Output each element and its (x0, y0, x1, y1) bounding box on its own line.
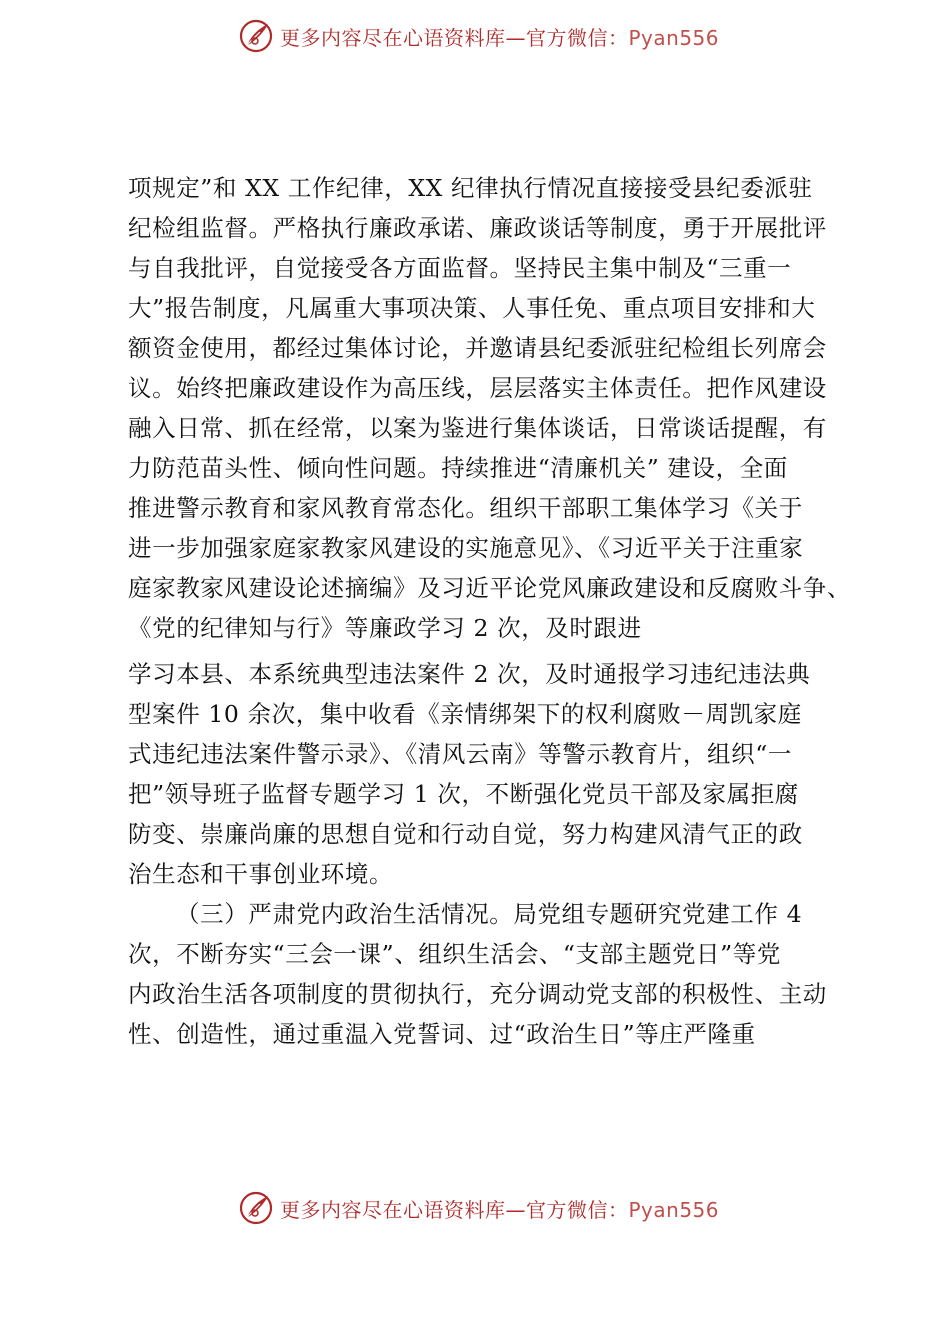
body-line: 项规定”和 XX 工作纪律，XX 纪律执行情况直接接受县纪委派驻 (128, 174, 813, 202)
body-line: 次，不断夯实“三会一课”、组织生活会、“支部主题党日”等党 (128, 940, 781, 968)
body-line: 把”领导班子监督专题学习 1 次，不断强化党员干部及家属拒腐 (128, 780, 799, 808)
header-banner-text (280, 22, 719, 51)
body-line: 型案件 10 余次，集中收看《亲情绑架下的权利腐败－周凯家庭 (128, 700, 802, 728)
body-line: 进一步加强家庭家教家风建设的实施意见》、《习近平关于注重家 (128, 534, 804, 562)
body-line: 纪检组监督。严格执行廉政承诺、廉政谈话等制度，勇于开展批评 (128, 214, 827, 242)
body-line: 力防范苗头性、倾向性问题。持续推进“清廉机关” 建设，全面 (128, 454, 788, 482)
body-line: 额资金使用，都经过集体讨论，并邀请县纪委派驻纪检组长列席会 (128, 334, 827, 362)
body-line: 性、创造性，通过重温入党誓词、过“政治生日”等庄严隆重 (128, 1020, 756, 1048)
body-line: 防变、崇廉尚廉的思想自觉和行动自觉，努力构建风清气正的政 (128, 820, 803, 848)
section-heading-line: （三）严肃党内政治生活情况。局党组专题研究党建工作 4 (176, 900, 803, 928)
body-line: 内政治生活各项制度的贯彻执行，充分调动党支部的积极性、主动 (128, 980, 827, 1008)
feather-pen-logo-icon (238, 18, 274, 54)
body-line: 大”报告制度，凡属重大事项决策、人事任免、重点项目安排和大 (128, 294, 816, 322)
footer-wechat-id: Pyan556 (628, 1197, 720, 1222)
body-line: 学习本县、本系统典型违法案件 2 次，及时通报学习违纪违法典 (128, 660, 811, 688)
body-line: 议。始终把廉政建设作为高压线，层层落实主体责任。把作风建设 (128, 374, 827, 402)
feather-pen-logo-icon (238, 1190, 274, 1226)
footer-banner-label: 更多内容尽在心语资料库—官方微信： (280, 1197, 629, 1222)
header-banner-label: 更多内容尽在心语资料库—官方微信： (280, 25, 629, 50)
body-line: 融入日常、抓在经常，以案为鉴进行集体谈话，日常谈话提醒，有 (128, 414, 827, 442)
header-wechat-id: Pyan556 (628, 25, 720, 50)
body-line: 推进警示教育和家风教育常态化。组织干部职工集体学习《关于 (128, 494, 803, 522)
document-body (128, 168, 851, 1054)
body-line: 与自我批评，自觉接受各方面监督。坚持民主集中制及“三重一 (128, 254, 792, 282)
body-line: 治生态和干事创业环境。 (128, 860, 394, 888)
footer-banner (0, 1182, 950, 1232)
body-line: 《党的纪律知与行》等廉政学习 2 次，及时跟进 (128, 614, 642, 642)
body-line: 庭家教家风建设论述摘编》及习近平论党风廉政建设和反腐败斗争、 (128, 574, 851, 602)
footer-banner-text (280, 1194, 719, 1223)
body-line: 式违纪违法案件警示录》、《清风云南》等警示教育片，组织“一 (128, 740, 792, 768)
header-banner (0, 10, 950, 60)
